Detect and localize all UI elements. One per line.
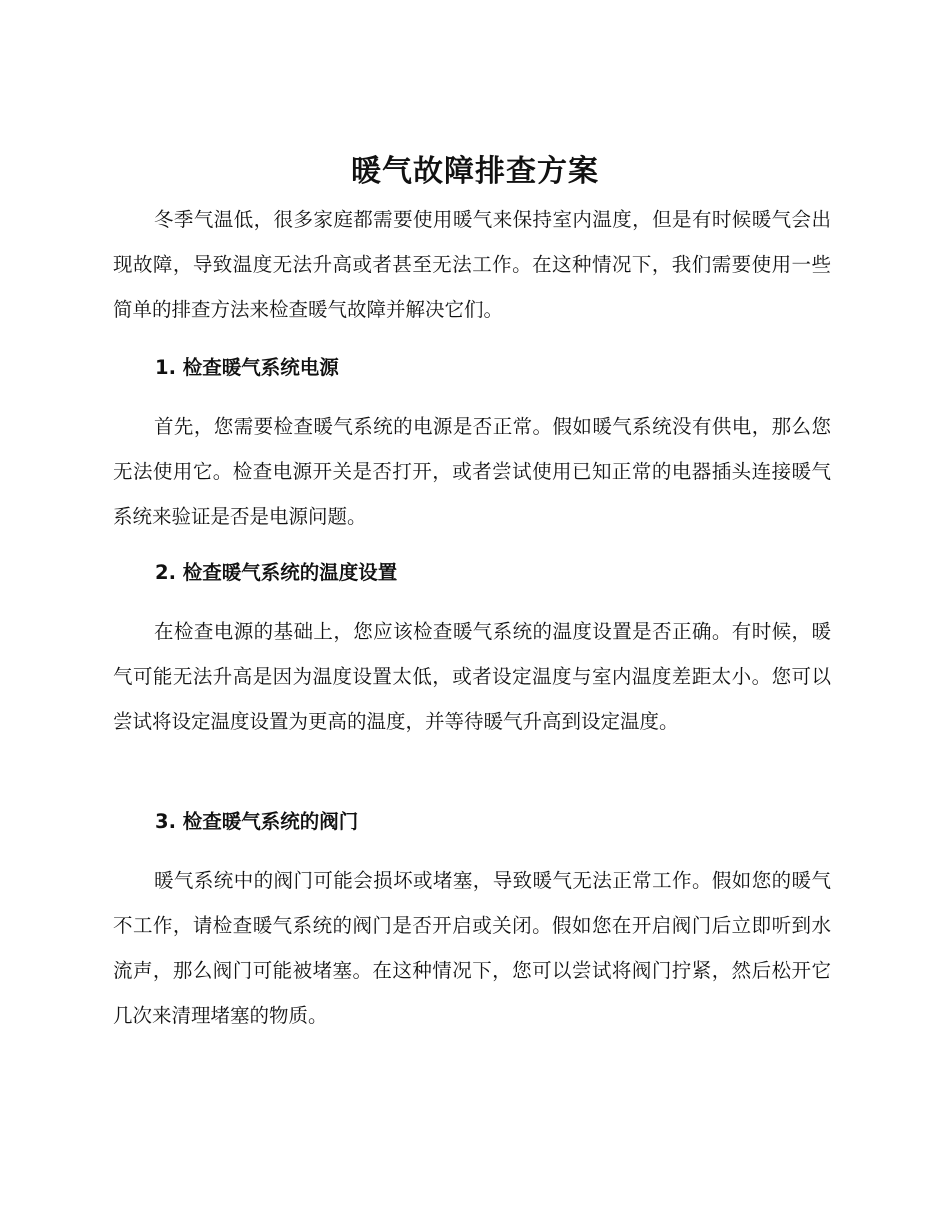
intro-paragraph: 冬季气温低，很多家庭都需要使用暖气来保持室内温度，但是有时候暖气会出现故障，导致温度无法升高或者甚至无法工作。在这种情况下，我们需要使用一些简单的排查方法来检查暖气故障并解决它们。 [113, 208, 831, 321]
section-body-power: 首先，您需要检查暖气系统的电源是否正常。假如暖气系统没有供电，那么您无法使用它。检查电源开关是否打开，或者尝试使用已知正常的电器插头连接暖气系统来验证是否是电源问题。 [113, 415, 831, 528]
document-title: 暖气故障排查方案 [351, 154, 599, 189]
section-body-temperature: 在检查电源的基础上，您应该检查暖气系统的温度设置是否正确。有时候，暖气可能无法升高是因为温度设置太低，或者设定温度与室内温度差距太小。您可以尝试将设定温度设置为更高的温度，并等待暖气升高到设定温度。 [113, 620, 831, 733]
section-heading-temperature: 2. 检查暖气系统的温度设置 [155, 561, 398, 584]
section-body-valve: 暖气系统中的阀门可能会损坏或堵塞，导致暖气无法正常工作。假如您的暖气不工作，请检查暖气系统的阀门是否开启或关闭。假如您在开启阀门后立即听到水流声，那么阀门可能被堵塞。在这种情况下，您可以尝试将阀门拧紧，然后松开它几次来清理堵塞的物质。 [113, 869, 831, 1027]
section-heading-valve: 3. 检查暖气系统的阀门 [155, 810, 359, 833]
section-heading-power: 1. 检查暖气系统电源 [155, 356, 339, 379]
